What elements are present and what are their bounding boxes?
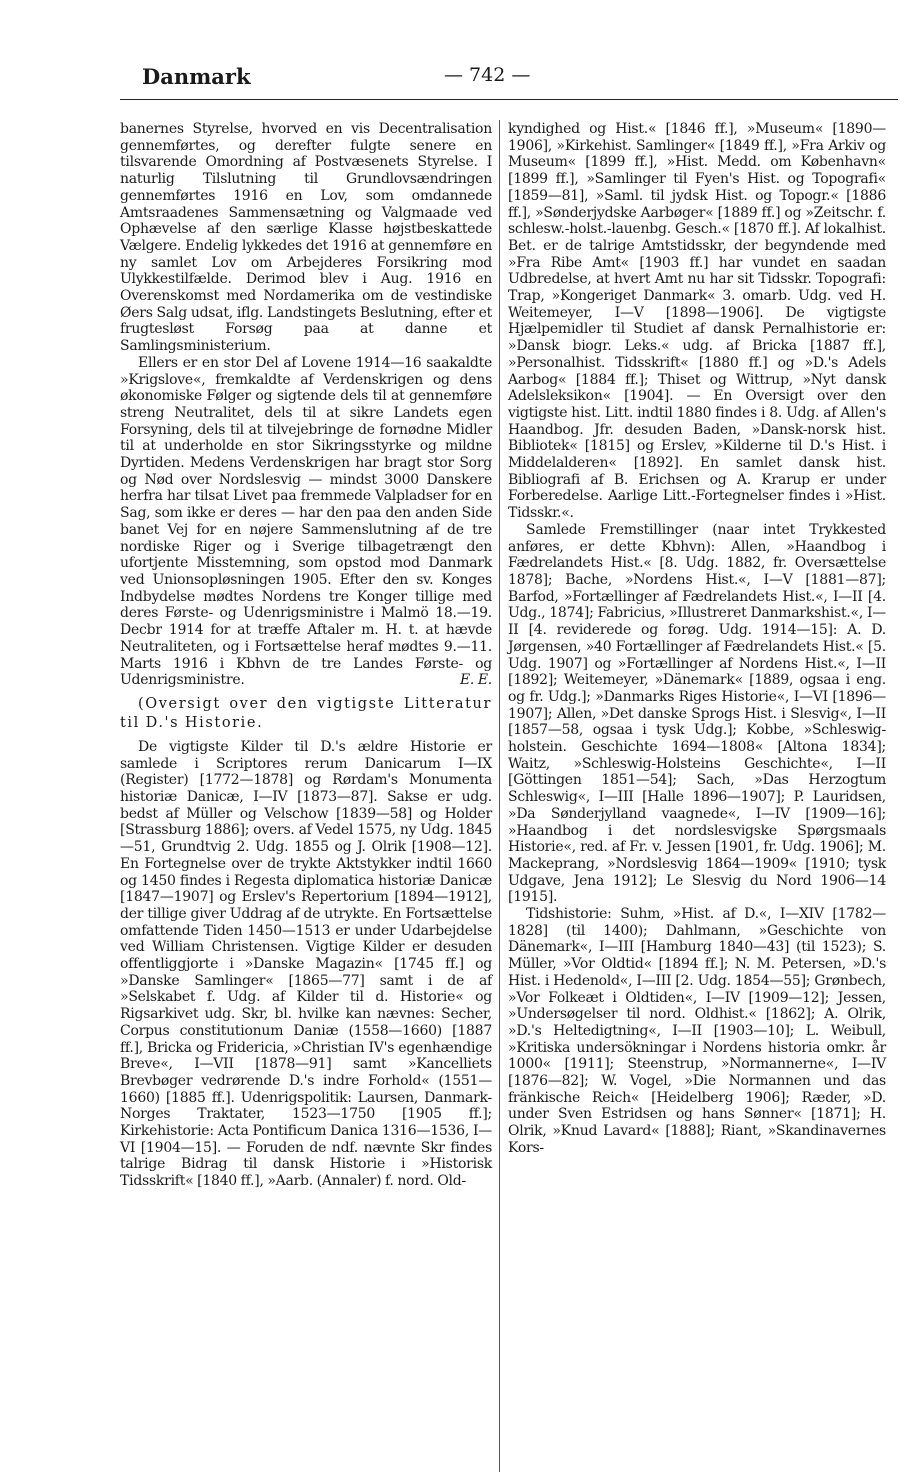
author-signature: E. E.	[459, 672, 492, 689]
column-divider	[499, 120, 500, 1472]
left-paragraph-2-text: Ellers er en stor Del af Lovene 1914—16 saakaldte »Krigslove«, fremkaldte af Verdenskrigen og dens økonomiske Følger og sigtende dels til at gennemføre streng Neutralitet, dels til at sikre Landets egen Forsyning, dels til at tilvejebringe de fornødne Midler til at underholde en stor Sikringsstyrke og mildne Dyrtiden. Medens Verdenskrigen har bragt stor Sorg og Nød over Nordslesvig — mindst 3000 Danskere herfra har tilsat Livet paa fremmede Valpladser for en Sag, som ikke er deres — har den paa den anden Side banet Vej for en nøjere Sammenslutning af de tre nordiske Riger og i Sverige tilbagetrængt den ufortjente Misstemning, som opstod mod Danmark ved Unionsopløsningen 1905. Efter den sv. Konges Indbydelse mødtes Nordens tre Konger tillige med deres Første- og Udenrigsministre i Malmö 18.—19. Decbr 1914 for at træffe Aftaler m. H. t. at hævde Neutraliteten, og i Fortsættelse heraf mødtes 9.—11. Marts 1916 i Kbhvn de tre Landes Første- og Udenrigsministre.	[120, 354, 492, 689]
right-paragraph-2: Samlede Fremstillinger (naar intet Trykkested anføres, er dette Kbhvn): Allen, »Haandbog i Fædrelandets Hist.« [8. Udg. 1882, fr. Oversættelse 1878]; Bache, »Nordens Hist.«, I—V [1881—87]; Barfod, »Fortællinger af Fædrelandets Hist.«, I—II [4. Udg., 1874]; Fabricius, »Illustreret Danmarkshist.«, I—II [4. reviderede og forøg. Udg. 1914—15]: A. D. Jørgensen, »40 Fortællinger af Fædrelandets Hist.« [5. Udg. 1907] og »Fortællinger af Nordens Hist.«, I—II [1892]; Weitemeyer, »Dänemark« [1889, ogsaa i eng. og fr. Udg.]; »Danmarks Riges Historie«, I—VI [1896—1907]; Allen, »Det danske Sprogs Hist. i Slesvig«, I—II [1857—58, ogsaa i tysk Udg.]; Kobbe, »Schleswig-holstein. Geschichte 1694—1808« [Altona 1834]; Waitz, »Schleswig-Holsteins Geschichte«, I—II [Göttingen 1851—54]; Sach, »Das Herzogtum Schleswig«, I—III [Halle 1896—1907]; P. Lauridsen, »Da Sønderjylland vaagnede«, I—IV [1909—16]; »Haandbog i det nordslesvigske Spørgsmaals Historie«, red. af Fr. v. Jessen [1901, fr. Udg. 1906]; M. Mackeprang, »Nordslesvig 1864—1909« [1910; tysk Udgave, Jena 1912]; Le Slesvig du Nord 1906—14 [1915].	[508, 521, 886, 906]
right-paragraph-1: kyndighed og Hist.« [1846 ff.], »Museum« [1890—1906], »Kirkehist. Samlinger« [1849 ff.], »Fra Arkiv og Museum« [1899 ff.], »Hist. Medd. om København« [1899 ff.], »Samlinger til Fyen's Hist. og Topografi« [1859—81], »Saml. til jydsk Hist. og Topogr.« [1886 ff.], »Sønderjydske Aarbøger« [1889 ff.] og »Zeitschr. f. schlesw.-holst.-lauenbg. Gesch.« [1870 ff.]. Af lokalhist. Bet. er de talrige Amtstidsskr, der begyndende med »Fra Ribe Amt« [1903 ff.] har vundet en saadan Udbredelse, at hvert Amt nu har sit Tidsskr. Topografi: Trap, »Kongeriget Danmark« 3. omarb. Udg. ved H. Weitemeyer, I—V [1898—1906]. De vigtigste Hjælpemidler til Studiet af dansk Pernalhistorie er: »Dansk biogr. Leks.« udg. af Bricka [1887 ff.], »Personalhist. Tidsskrift« [1880 ff.] og »D.'s Adels Aarbog« [1884 ff.]; Thiset og Wittrup, »Nyt dansk Adelsleksikon« [1904]. — En Oversigt over den vigtigste hist. Litt. indtil 1880 findes i 8. Udg. af Allen's Haandbog. Jfr. desuden Baden, »Dansk-norsk hist. Bibliotek« [1815] og Erslev, »Kilderne til D.'s Hist. i Middelalderen« [1892]. En samlet dansk hist. Bibliografi af B. Erichsen og A. Krarup er under Forberedelse. Aarlige Litt.-Fortegnelser findes i »Hist. Tidsskr.«.	[508, 121, 886, 522]
right-paragraph-3: Tidshistorie: Suhm, »Hist. af D.«, I—XIV [1782—1828] (til 1400); Dahlmann, »Geschichte von Dänemark«, I—III [Hamburg 1840—43] (til 1523); S. Müller, »Vor Oldtid« [1894 ff.]; N. M. Petersen, »D.'s Hist. i Hedenold«, I—III [2. Udg. 1854—55]; Grønbech, »Vor Folkeæt i Oldtiden«, I—IV [1909—12]; Jessen, »Undersøgelser til nord. Oldhist.« [1862]; A. Olrik, »D.'s Heltedigtning«, I—II [1903—10]; L. Weibull, »Kritiska undersökningar i Nordens historia omkr. år 1000« [1911]; Steenstrup, »Normannerne«, I—IV [1876—82]; W. Vogel, »Die Normannen und das fränkische Reich« [Heidelberg 1906]; Ræder, »D. under Sven Estridsen og hans Sønner« [1871]; H. Olrik, »Knud Lavard« [1888]; Riant, »Skandinavernes Kors-	[508, 906, 886, 1156]
left-paragraph-3: De vigtigste Kilder til D.'s ældre Historie er samlede i Scriptores rerum Danicarum I—IX (Register) [1772—1878] og Rørdam's Monumenta historiæ Danicæ, I—IV [1873—87]. Sakse er udg. bedst af Müller og Velschow [1839—58] og Holder [Strassburg 1886]; overs. af Vedel 1575, ny Udg. 1845—51, Grundtvig 2. Udg. 1855 og J. Olrik [1908—12]. En Fortegnelse over de trykte Aktstykker indtil 1660 og 1450 findes i Regesta diplomatica historiæ Danicæ [1847—1907] og Erslev's Repertorium [1894—1912], der tillige giver Uddrag af de utrykte. En Fortsættelse omfattende Tiden 1450—1513 er under Udarbejdelse ved William Christensen. Vigtige Kilder er desuden offentliggjorte i »Danske Magazin« [1745 ff.] og »Danske Samlinger« [1865—77] samt i de af »Selskabet f. Udg. af Kilder til d. Historie« og Rigsarkivet udg. Skr, bl. hvilke kan nævnes: Secher, Corpus constitutionum Daniæ (1558—1660) [1887 ff.], Bricka og Fridericia, »Christian IV's egenhændige Breve«, I—VII [1878—91] samt »Kancelliets Brevbøger vedrørende D.'s indre Forhold« (1551—1660) [1885 ff.]. Udenrigspolitik: Laursen, Danmark-Norges Traktater, 1523—1750 [1905 ff.]; Kirkehistorie: Acta Pontificum Danica 1316—1536, I—VI [1904—15]. — Foruden de ndf. nævnte Skr findes talrige Bidrag til dansk Historie i »Historisk Tidsskrift« [1840 ff.], »Aarb. (Annaler) f. nord. Old-	[120, 738, 492, 1190]
right-column	[508, 121, 886, 1157]
left-column	[120, 121, 492, 1190]
literature-heading: (Oversigt over den vigtigste Litteratur til D.'s Historie.	[120, 695, 492, 731]
running-header-title: Danmark	[142, 64, 251, 89]
left-paragraph-1: banernes Styrelse, hvorved en vis Decentralisation gennemførtes, og derefter fulgte senere en tilsvarende Omordning af Postvæsenets Styrelse. I naturlig Tilslutning til Grundlovsændringen gennemførtes 1916 en Lov, som omdannede Amtsraadenes Sammensætning og Valgmaade ved Ophævelse af den særlige Klasse højstbeskattede Vælgere. Endelig lykkedes det 1916 at gennemføre en ny samlet Lov om Arbejderes Forsikring mod Ulykkestilfælde. Derimod blev i Aug. 1916 en Overenskomst med Nordamerika om de vestindiske Øers Salg udsat, iflg. Landstingets Beslutning, efter et frugtesløst Forsøg paa at danne et Samlingsministerium.	[120, 121, 492, 355]
header-divider	[120, 99, 898, 100]
left-paragraph-2	[120, 355, 492, 689]
page-number: — 742 —	[444, 64, 531, 86]
